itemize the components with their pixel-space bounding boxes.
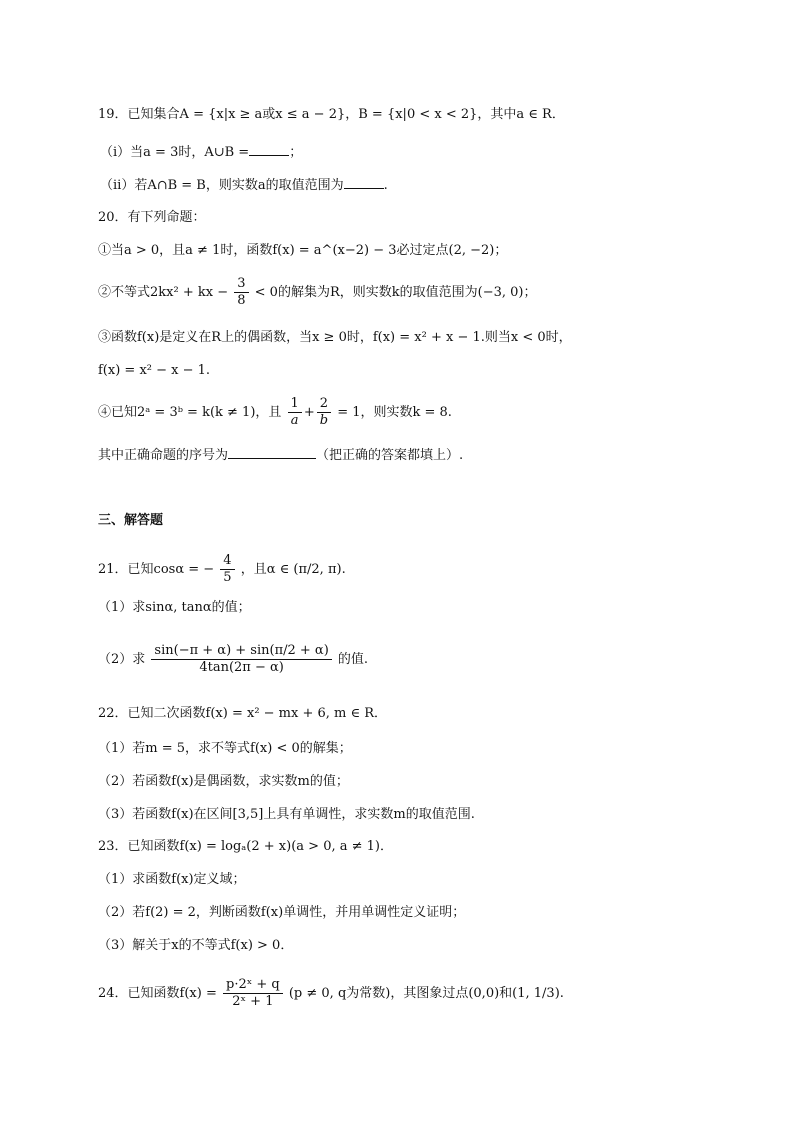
q20-answer <box>98 446 463 465</box>
q20-answer-pre: 其中正确命题的序号为 <box>98 448 229 463</box>
q20-item2-den: 8 <box>237 293 246 308</box>
section-title: 三、解答题 <box>98 513 164 528</box>
q20-item4-pre: ④已知2ᵃ = 3ᵇ = k(k ≠ 1)，且 <box>98 405 282 420</box>
q24-function-num: p·2ˣ + q <box>223 977 283 994</box>
q22-stem: 22．已知二次函数f(x) = x² − mx + 6, m ∈ R． <box>98 706 388 721</box>
q24-point: (1, 1/3) <box>512 986 560 1001</box>
q20-item4-plus: + <box>303 405 315 420</box>
q21-part2 <box>98 643 368 676</box>
q20-item4-post: = 1，则实数k = 8. <box>337 405 452 420</box>
q20-item1: ①当a > 0，且a ≠ 1时，函数f(x) = a^(x−2) − 3必过定点(2, −2)； <box>98 243 508 258</box>
q21-cos-num: 4 <box>220 553 234 570</box>
q21-cos-fraction <box>220 553 234 586</box>
q21-stem-post: . <box>341 562 346 577</box>
q20-item4-frac1-den: a <box>290 413 299 428</box>
q21-part2-post: 的值. <box>337 652 369 667</box>
q20-item4-frac1-num: 1 <box>288 396 302 413</box>
q20-item3-line1: ③函数f(x)是定义在R上的偶函数，当x ≥ 0时，f(x) = x² + x − 1.则当x < 0时， <box>98 330 572 345</box>
q19-part1-blank <box>249 143 289 156</box>
q21-part1: （1）求sinα, tanα的值； <box>98 600 251 615</box>
q23-part3: （3）解关于x的不等式f(x) > 0． <box>98 938 294 953</box>
q24-stem-pre: 24．已知函数f(x) = <box>98 986 217 1001</box>
q24-function-fraction <box>223 977 283 1010</box>
q20-item3-line2: f(x) = x² − x − 1. <box>98 363 211 378</box>
q19-part1-end: ； <box>289 145 303 160</box>
q23-part2: （2）若f(2) = 2，判断函数f(x)单调性，并用单调性定义证明； <box>98 905 466 920</box>
q20-item2-pre: ②不等式2kx² + kx − <box>98 285 229 300</box>
q20-item4-frac2-den: b <box>319 413 329 428</box>
q24-function-den: 2ˣ + 1 <box>232 994 274 1009</box>
q21-stem <box>98 553 346 586</box>
q23-part1: （1）求函数f(x)定义域； <box>98 872 246 887</box>
q20-answer-blank <box>228 446 316 459</box>
q24-stem-post: . <box>559 986 564 1001</box>
q19-part2-blank <box>344 176 384 189</box>
q21-interval: (π/2, π) <box>293 562 342 577</box>
q24-stem-mid: (p ≠ 0, q为常数)，其图象过点(0,0)和 <box>288 986 513 1001</box>
q24-stem <box>98 977 564 1010</box>
q19-part1-text: （ⅰ）当a = 3时，A∪B = <box>100 145 250 160</box>
q20-item2-fraction <box>234 276 248 309</box>
q20-item2-num: 3 <box>234 276 248 293</box>
q20-item4-frac1 <box>288 396 302 429</box>
q20-item2-post: < 0的解集为R，则实数k的取值范围为(−3, 0)； <box>254 285 537 300</box>
q20-item2 <box>98 276 536 309</box>
q19-part2 <box>100 176 388 195</box>
q23-stem: 23．已知函数f(x) = logₐ(2 + x)(a > 0, a ≠ 1)． <box>98 839 393 854</box>
q22-part2: （2）若函数f(x)是偶函数，求实数m的值； <box>98 774 349 789</box>
q22-part1: （1）若m = 5，求不等式f(x) < 0的解集； <box>98 741 352 756</box>
q22-part3: （3）若函数f(x)在区间[3,5]上具有单调性，求实数m的取值范围. <box>98 807 475 822</box>
q20-item4 <box>98 396 452 429</box>
q21-stem-mid: ，且α ∈ <box>240 562 290 577</box>
q21-part2-fraction <box>151 643 331 676</box>
q20-stem: 20．有下列命题： <box>98 210 206 225</box>
q21-part2-num: sin(−π + α) + sin(π/2 + α) <box>151 643 331 660</box>
q20-item4-frac2 <box>317 396 331 429</box>
q21-part2-den: 4tan(2π − α) <box>199 660 284 675</box>
q19-stem: 19．已知集合A = {x|x ≥ a或x ≤ a − 2}，B = {x|0 < x < 2}，其中a ∈ R． <box>98 107 565 122</box>
q21-part2-pre: （2）求 <box>98 652 146 667</box>
q19-part2-end: . <box>383 178 388 193</box>
q21-stem-pre: 21．已知cosα = − <box>98 562 215 577</box>
q20-answer-post: （把正确的答案都填上）. <box>316 448 464 463</box>
q21-cos-den: 5 <box>223 570 232 585</box>
q19-part1 <box>100 143 302 162</box>
q20-item4-frac2-num: 2 <box>317 396 331 413</box>
q19-part2-text: （ⅱ）若A∩B = B，则实数a的取值范围为 <box>100 178 344 193</box>
